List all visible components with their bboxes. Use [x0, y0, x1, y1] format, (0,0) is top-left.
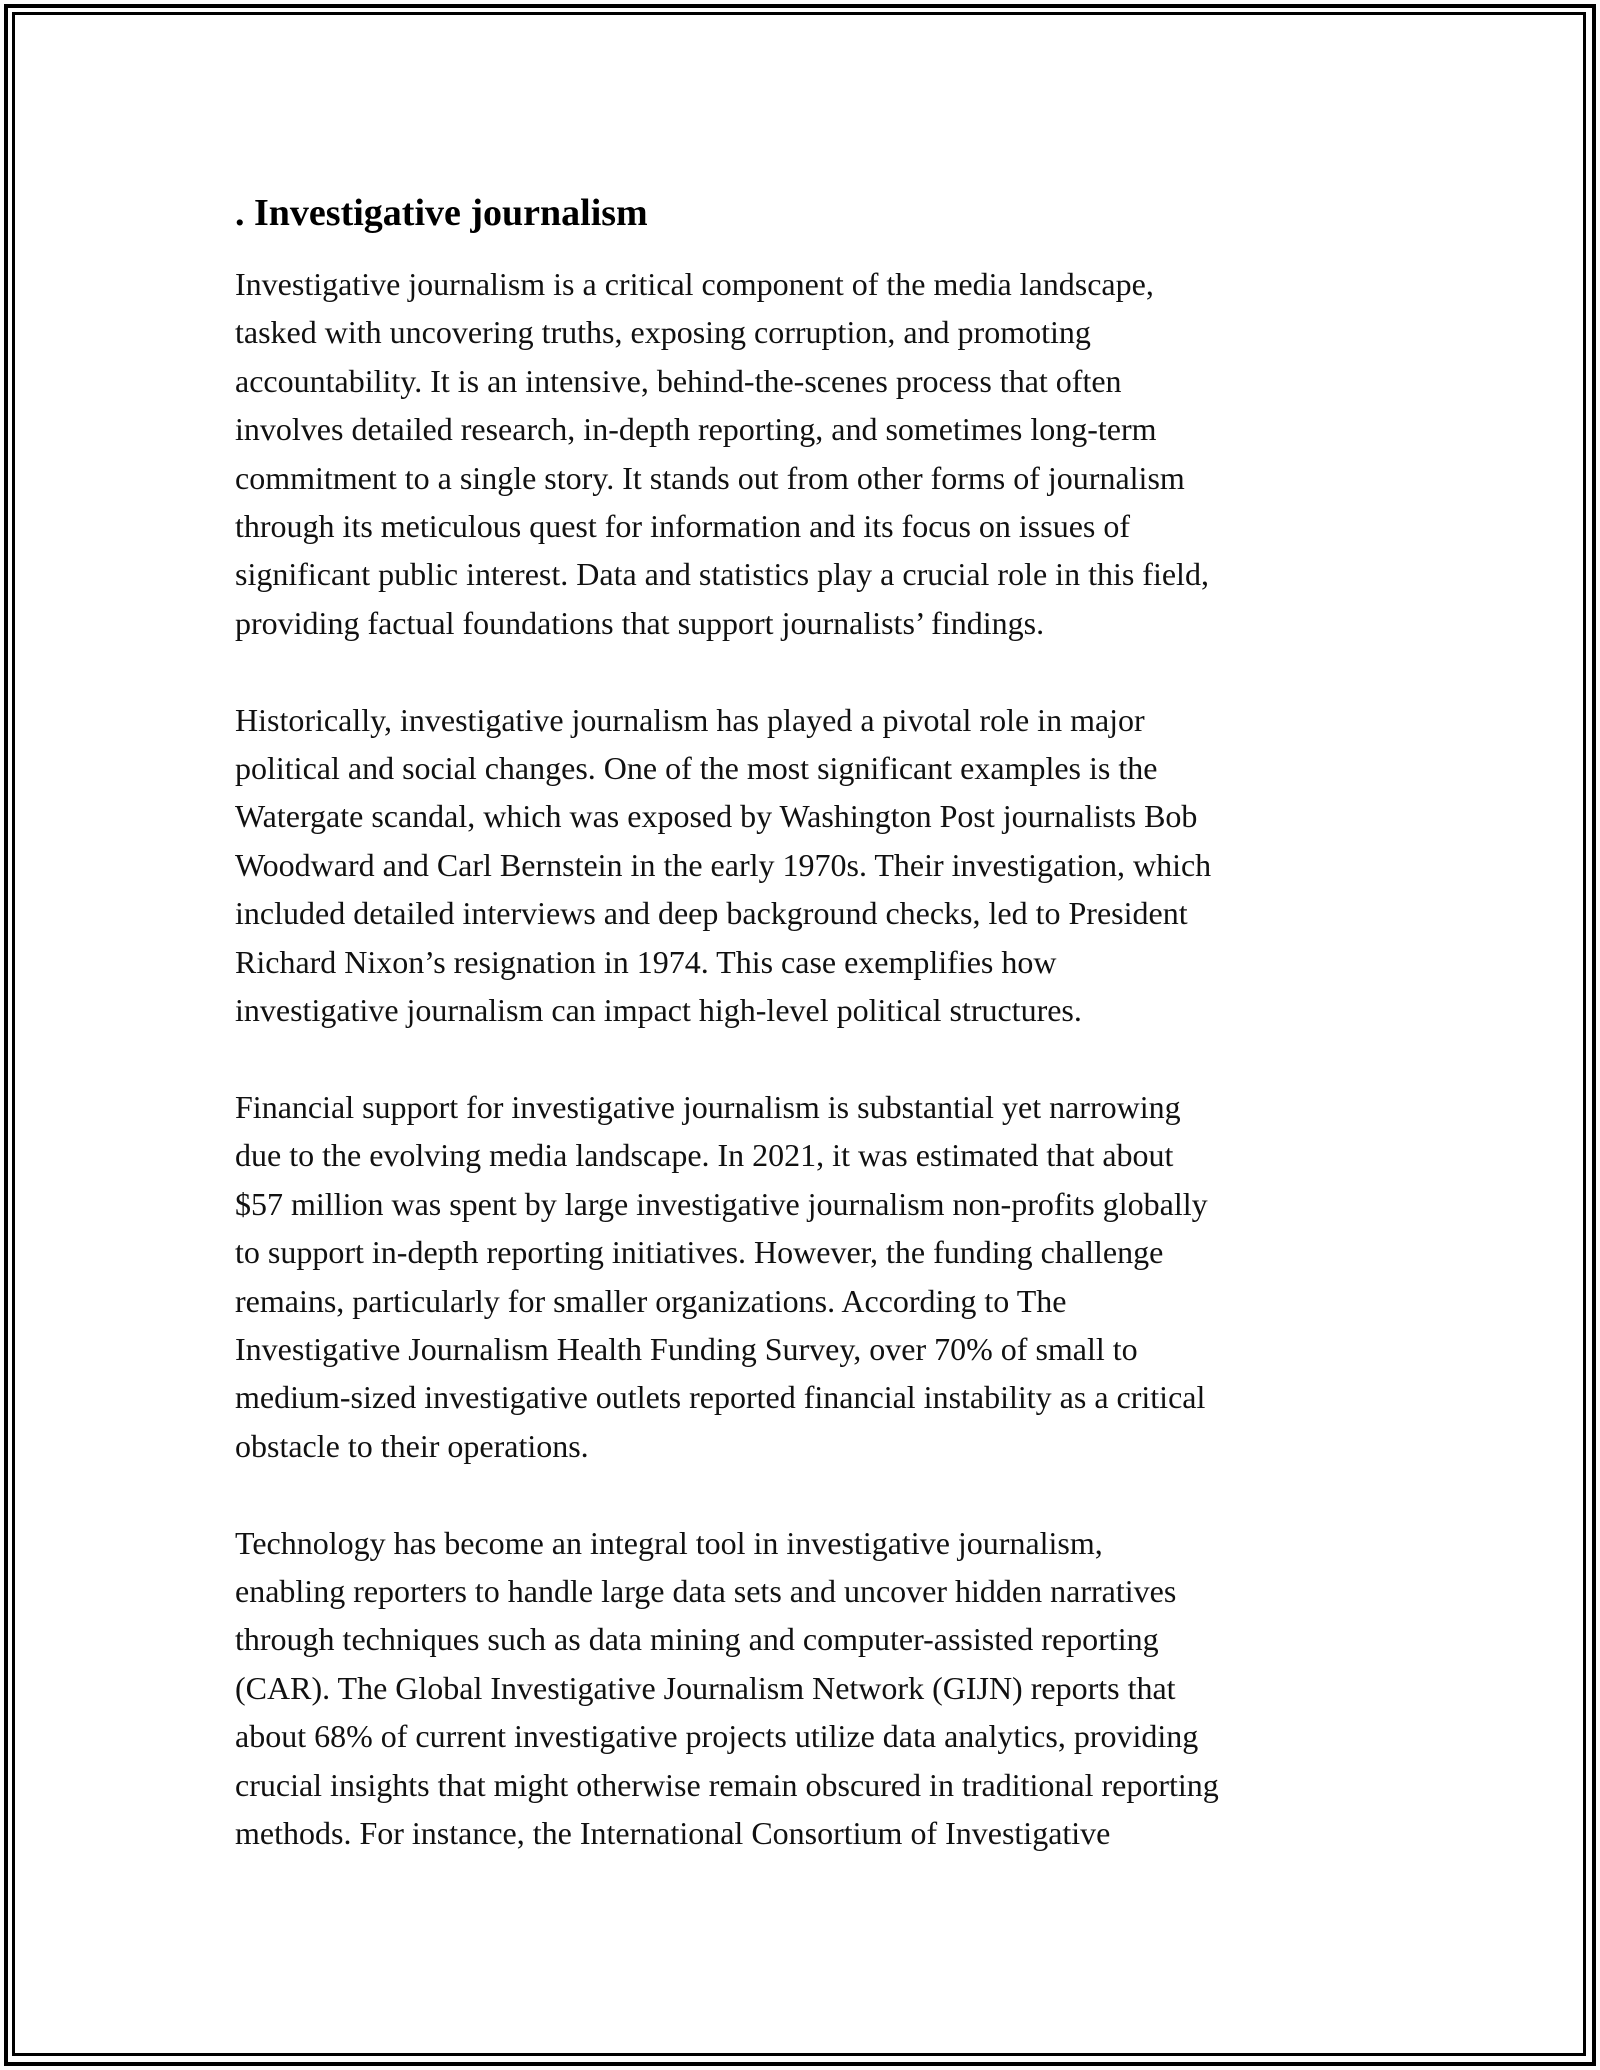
section-heading: . Investigative journalism — [235, 192, 648, 234]
text-line: commitment to a single story. It stands out from other forms of journalism — [235, 459, 1185, 496]
paragraph-funding — [235, 1083, 1365, 1470]
text-line: enabling reporters to handle large data sets and uncover hidden narratives — [235, 1572, 1177, 1609]
text-line: providing factual foundations that support journalists’ findings. — [235, 604, 1045, 641]
text-line: medium-sized investigative outlets reported financial instability as a critical — [235, 1379, 1206, 1416]
text-line: crucial insights that might otherwise remain obscured in traditional reporting — [235, 1766, 1219, 1803]
text-line: accountability. It is an intensive, behind-the-scenes process that often — [235, 362, 1122, 399]
paragraph-intro — [235, 260, 1365, 647]
text-line: to support in-depth reporting initiatives. However, the funding challenge — [235, 1234, 1164, 1271]
text-line: included detailed interviews and deep background checks, led to President — [235, 895, 1188, 932]
text-line: investigative journalism can impact high-level political structures. — [235, 992, 1082, 1029]
text-line: tasked with uncovering truths, exposing corruption, and promoting — [235, 314, 1091, 351]
text-line: Investigative Journalism Health Funding Survey, over 70% of small to — [235, 1330, 1138, 1367]
text-line: involves detailed research, in-depth reporting, and sometimes long-term — [235, 411, 1157, 448]
text-line: Historically, investigative journalism has played a pivotal role in major — [235, 701, 1145, 738]
text-line: (CAR). The Global Investigative Journalism Network (GIJN) reports that — [235, 1669, 1176, 1706]
text-line: remains, particularly for smaller organizations. According to The — [235, 1282, 1067, 1319]
text-line: Investigative journalism is a critical component of the media landscape, — [235, 266, 1154, 302]
text-line: Woodward and Carl Bernstein in the early 1970s. Their investigation, which — [235, 846, 1212, 883]
text-line: obstacle to their operations. — [235, 1427, 589, 1464]
text-line: Richard Nixon’s resignation in 1974. This case exemplifies how — [235, 943, 1057, 980]
text-line: through techniques such as data mining and computer-assisted reporting — [235, 1621, 1159, 1658]
text-line: political and social changes. One of the most significant examples is the — [235, 750, 1158, 787]
text-line: significant public interest. Data and statistics play a crucial role in this field, — [235, 556, 1209, 593]
paragraph-history — [235, 696, 1365, 1035]
text-line: about 68% of current investigative projects utilize data analytics, providing — [235, 1718, 1199, 1755]
paragraph-technology — [235, 1519, 1365, 1858]
text-line: $57 million was spent by large investigative journalism non-profits globally — [235, 1185, 1208, 1222]
text-line: methods. For instance, the International Consortium of Investigative — [235, 1814, 1111, 1851]
text-line: due to the evolving media landscape. In 2021, it was estimated that about — [235, 1137, 1174, 1174]
text-line: Technology has become an integral tool in investigative journalism, — [235, 1524, 1103, 1561]
document-body — [235, 188, 1365, 1857]
text-line: Financial support for investigative journalism is substantial yet narrowing — [235, 1088, 1181, 1125]
text-line: Watergate scandal, which was exposed by Washington Post journalists Bob — [235, 798, 1198, 835]
text-line: through its meticulous quest for information and its focus on issues of — [235, 508, 1130, 545]
